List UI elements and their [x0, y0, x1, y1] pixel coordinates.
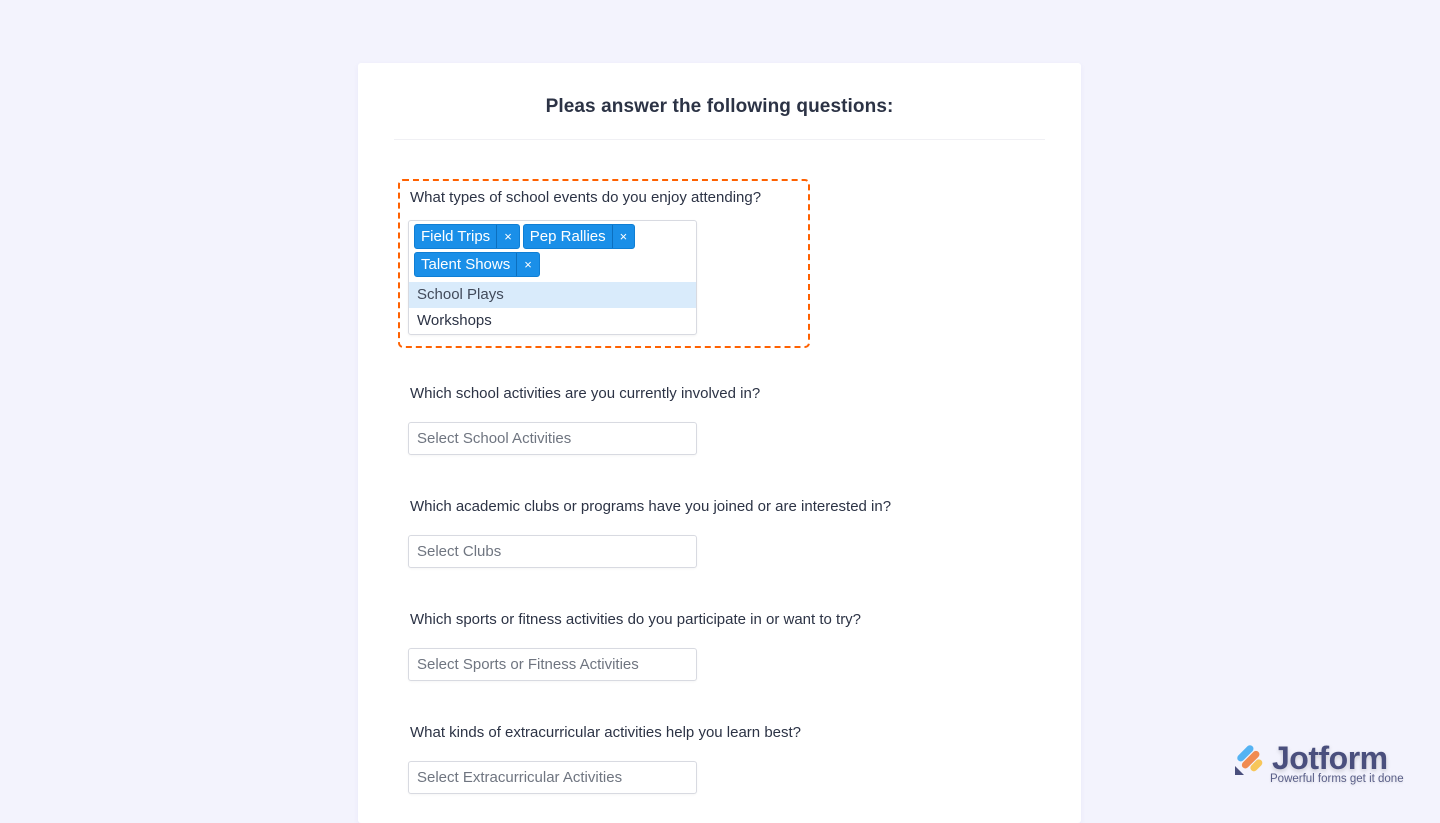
- question-school-activities: [410, 384, 761, 447]
- jotform-logo-icon: [1233, 744, 1269, 780]
- select-placeholder: Select Sports or Fitness Activities: [417, 656, 639, 673]
- remove-chip-icon[interactable]: ×: [516, 253, 539, 276]
- form-title: Pleas answer the following questions:: [545, 96, 894, 117]
- dropdown-option-workshops[interactable]: Workshops: [417, 312, 492, 329]
- jotform-logo[interactable]: [1233, 740, 1413, 790]
- question-label: Which school activities are you currently involved in?: [410, 385, 761, 402]
- chip-field-trips: Field Trips ×: [414, 224, 520, 249]
- form-header: [394, 63, 1045, 140]
- selected-chips: [409, 221, 659, 282]
- dropdown-option-school-plays[interactable]: School Plays: [409, 282, 696, 308]
- clubs-select[interactable]: [408, 535, 697, 568]
- question-sports-fitness: [410, 610, 862, 673]
- select-placeholder: Select Extracurricular Activities: [417, 769, 623, 786]
- question-label: Which academic clubs or programs have you joined or are interested in?: [410, 498, 892, 515]
- select-placeholder: Select School Activities: [417, 430, 572, 447]
- chip-talent-shows: Talent Shows ×: [414, 252, 540, 277]
- brand-tagline: Powerful forms get it done: [1270, 773, 1404, 785]
- brand-name: Jotform: [1272, 740, 1388, 776]
- select-placeholder: Select Clubs: [417, 543, 502, 560]
- question-academic-clubs: [410, 497, 892, 560]
- sports-fitness-select[interactable]: [408, 648, 697, 681]
- school-events-multiselect[interactable]: [408, 220, 697, 335]
- school-activities-select[interactable]: [408, 422, 697, 455]
- question-school-events: [398, 179, 810, 348]
- remove-chip-icon[interactable]: ×: [612, 225, 635, 248]
- extracurricular-select[interactable]: [408, 761, 697, 794]
- chip-pep-rallies: Pep Rallies ×: [523, 224, 635, 249]
- remove-chip-icon[interactable]: ×: [496, 225, 519, 248]
- question-label: What types of school events do you enjoy attending?: [410, 189, 762, 206]
- question-extracurricular: [410, 723, 802, 786]
- form-card: [358, 63, 1081, 823]
- question-label: What kinds of extracurricular activities help you learn best?: [410, 724, 802, 741]
- question-label: Which sports or fitness activities do you participate in or want to try?: [410, 611, 862, 628]
